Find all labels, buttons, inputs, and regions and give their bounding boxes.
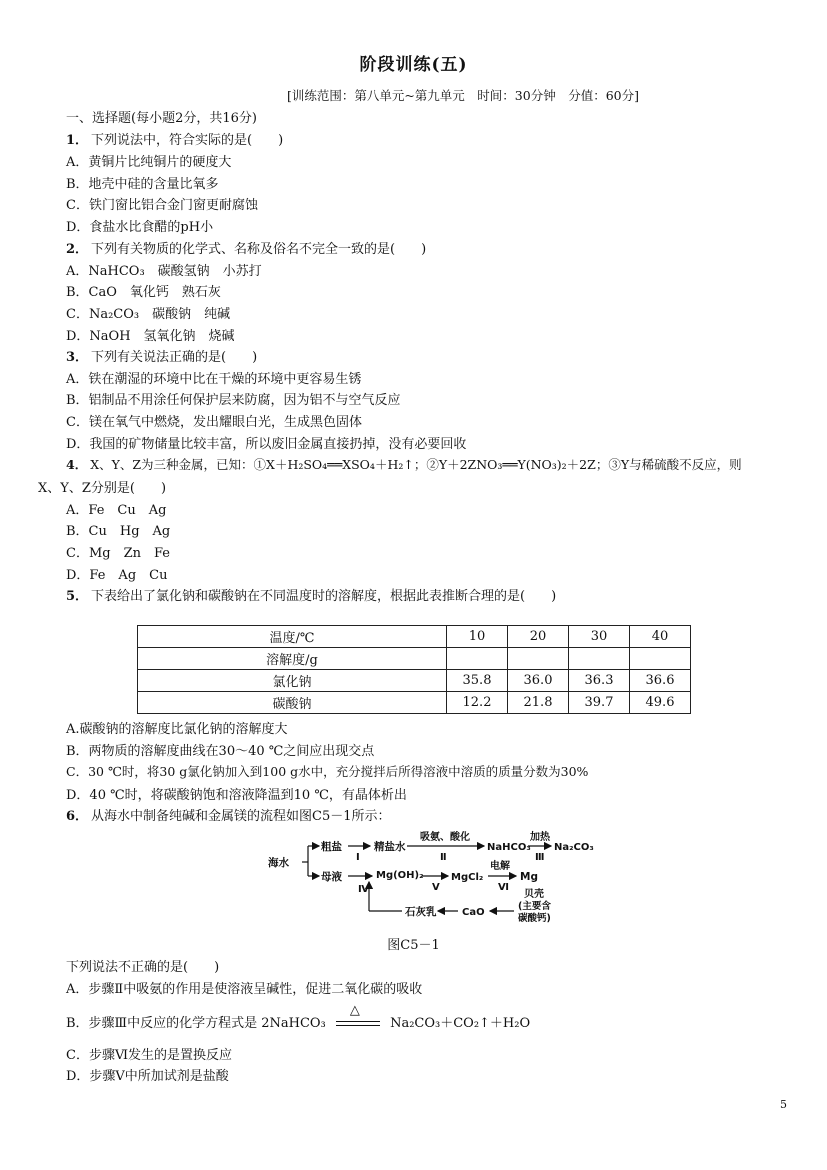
diagram-shell: 贝壳 xyxy=(524,889,544,900)
diagram-heat: 加热 xyxy=(530,832,550,843)
question-number: 1． xyxy=(66,133,89,148)
diagram-step-label: Ⅲ xyxy=(535,852,545,863)
figure-caption: 图C5－1 xyxy=(387,938,440,953)
table-row-label: 氯化钠 xyxy=(138,670,447,692)
section-heading: 一、选择题(每小题2分，共16分) xyxy=(66,111,257,126)
diagram-lime-milk: 石灰乳 xyxy=(405,906,437,918)
question-stem: 下列说法中，符合实际的是( ) xyxy=(91,133,284,148)
q4-option-c: C．Mg Zn Fe xyxy=(66,546,170,561)
table-cell: 30 xyxy=(569,626,630,648)
question-4 xyxy=(66,455,742,473)
q1-option-d: D．食盐水比食醋的pH小 xyxy=(66,220,214,235)
page-title: 阶段训练(五) xyxy=(359,55,468,75)
table-cell: 36.3 xyxy=(569,670,630,692)
table-cell: 35.8 xyxy=(447,670,508,692)
option-text: B．步骤Ⅲ中反应的化学方程式是 2NaHCO₃ xyxy=(66,1016,326,1031)
question-stem: 从海水中制备纯碱和金属镁的流程如图C5－1所示： xyxy=(91,809,391,824)
diagram-mgoh2: Mg(OH)₂ xyxy=(376,870,424,881)
q6-option-c: C．步骤Ⅵ发生的是置换反应 xyxy=(66,1048,233,1063)
diagram-brine: 精盐水 xyxy=(374,841,406,853)
table-row xyxy=(138,626,691,648)
diagram-step-label: Ⅳ xyxy=(358,884,369,895)
exam-meta: [训练范围：第八单元~第九单元 时间：30分钟 分值：60分] xyxy=(286,88,639,103)
q3-option-c: C．镁在氧气中燃烧，发出耀眼白光，生成黑色固体 xyxy=(66,415,362,430)
q2-option-c: C．Na₂CO₃ 碳酸钠 纯碱 xyxy=(66,307,231,322)
question-2 xyxy=(66,238,426,257)
q2-option-a: A．NaHCO₃ 碳酸氢钠 小苏打 xyxy=(66,264,262,279)
q5-option-b: B．两物质的溶解度曲线在30～40 ℃之间应出现交点 xyxy=(66,744,375,759)
table-cell: 36.6 xyxy=(630,670,691,692)
table-row-label: 碳酸钠 xyxy=(138,692,447,714)
q4-option-b: B．Cu Hg Ag xyxy=(66,524,171,539)
flow-diagram xyxy=(262,822,602,927)
diagram-nahco3: NaHCO₃ xyxy=(487,842,531,853)
table-header-cell: 溶解度/g xyxy=(138,648,447,670)
option-text: Na₂CO₃＋CO₂↑＋H₂O xyxy=(390,1016,531,1031)
diagram-step-label: Ⅰ xyxy=(356,852,360,863)
diagram-step2-label: 吸氨、酸化 xyxy=(420,832,470,843)
question-number: 3． xyxy=(66,350,89,365)
question-6-continuation: 下列说法不正确的是( ) xyxy=(66,960,220,975)
table-header-cell: 温度/℃ xyxy=(138,626,447,648)
heat-triangle-icon: △ xyxy=(349,1002,360,1018)
diagram-shell-note: (主要含 xyxy=(518,901,551,912)
question-number: 2． xyxy=(66,242,89,257)
diagram-step-label: Ⅴ xyxy=(432,882,440,893)
q3-option-a: A．铁在潮湿的环境中比在干燥的环境中更容易生锈 xyxy=(66,372,362,387)
diagram-step-label: Ⅵ xyxy=(498,882,509,893)
diagram-crude-salt: 粗盐 xyxy=(321,841,342,853)
diagram-mg: Mg xyxy=(520,871,538,883)
question-number: 5． xyxy=(66,589,89,604)
table-cell: 12.2 xyxy=(447,692,508,714)
q6-option-b xyxy=(66,1002,531,1031)
table-cell: 36.0 xyxy=(508,670,569,692)
table-cell xyxy=(508,648,569,670)
equilibrium-sign xyxy=(336,1002,380,1031)
diagram-step-label: Ⅱ xyxy=(440,852,447,863)
q4-option-a: A．Fe Cu Ag xyxy=(66,503,167,518)
table-cell: 21.8 xyxy=(508,692,569,714)
table-cell: 10 xyxy=(447,626,508,648)
q3-option-b: B．铝制品不用涂任何保护层来防腐，因为铝不与空气反应 xyxy=(66,393,401,408)
question-stem: 下表给出了氯化钠和碳酸钠在不同温度时的溶解度，根据此表推断合理的是( ) xyxy=(91,589,557,604)
table-cell: 20 xyxy=(508,626,569,648)
table-row xyxy=(138,648,691,670)
diagram-na2co3: Na₂CO₃ xyxy=(554,842,594,853)
q2-option-b: B．CaO 氧化钙 熟石灰 xyxy=(66,285,221,300)
table-cell xyxy=(447,648,508,670)
diagram-cao: CaO xyxy=(462,907,485,918)
q3-option-d: D．我国的矿物储量比较丰富，所以废旧金属直接扔掉，没有必要回收 xyxy=(66,437,467,452)
diagram-electrolysis: 电解 xyxy=(490,861,510,872)
diagram-shell-note: 碳酸钙) xyxy=(518,913,551,924)
q4-option-d: D．Fe Ag Cu xyxy=(66,568,168,583)
question-3 xyxy=(66,346,257,365)
table-cell: 39.7 xyxy=(569,692,630,714)
q5-option-d: D．40 ℃时，将碳酸钠饱和溶液降温到10 ℃，有晶体析出 xyxy=(66,788,407,803)
solubility-table xyxy=(137,625,691,714)
q1-option-a: A．黄铜片比纯铜片的硬度大 xyxy=(66,155,232,170)
q5-option-c: C．30 ℃时，将30 g氯化钠加入到100 g水中，充分搅拌后所得溶液中溶质的质量分数为30% xyxy=(66,764,589,779)
diagram-mgcl2: MgCl₂ xyxy=(451,872,484,883)
diagram-mother-liquor: 母液 xyxy=(321,871,342,883)
question-stem: 下列有关说法正确的是( ) xyxy=(91,350,258,365)
page-number: 5 xyxy=(780,1098,787,1111)
table-row xyxy=(138,692,691,714)
question-number: 4． xyxy=(66,457,88,472)
q5-option-a: A.碳酸钠的溶解度比氯化钠的溶解度大 xyxy=(66,722,288,737)
diagram-seawater: 海水 xyxy=(268,857,289,869)
table-cell xyxy=(569,648,630,670)
q2-option-d: D．NaOH 氢氧化钠 烧碱 xyxy=(66,329,235,344)
table-row xyxy=(138,670,691,692)
table-cell: 40 xyxy=(630,626,691,648)
question-stem: X、Y、Z为三种金属，已知：①X＋H₂SO₄══XSO₄＋H₂↑；②Y＋2ZNO₃══Y(NO₃)₂＋2Z；③Y与稀硫酸不反应，则 xyxy=(90,457,742,472)
question-stem: 下列有关物质的化学式、名称及俗名不完全一致的是( ) xyxy=(91,242,427,257)
q6-option-a: A．步骤Ⅱ中吸氨的作用是使溶液呈碱性，促进二氧化碳的吸收 xyxy=(66,982,423,997)
question-4-continuation: X、Y、Z分别是( ) xyxy=(38,481,167,496)
q6-option-d: D．步骤Ⅴ中所加试剂是盐酸 xyxy=(66,1069,229,1084)
question-1 xyxy=(66,129,283,148)
q1-option-b: B．地壳中硅的含量比氧多 xyxy=(66,177,219,192)
table-cell: 49.6 xyxy=(630,692,691,714)
question-5 xyxy=(66,585,556,604)
table-cell xyxy=(630,648,691,670)
q1-option-c: C．铁门窗比铝合金门窗更耐腐蚀 xyxy=(66,198,258,213)
question-number: 6． xyxy=(66,809,89,824)
